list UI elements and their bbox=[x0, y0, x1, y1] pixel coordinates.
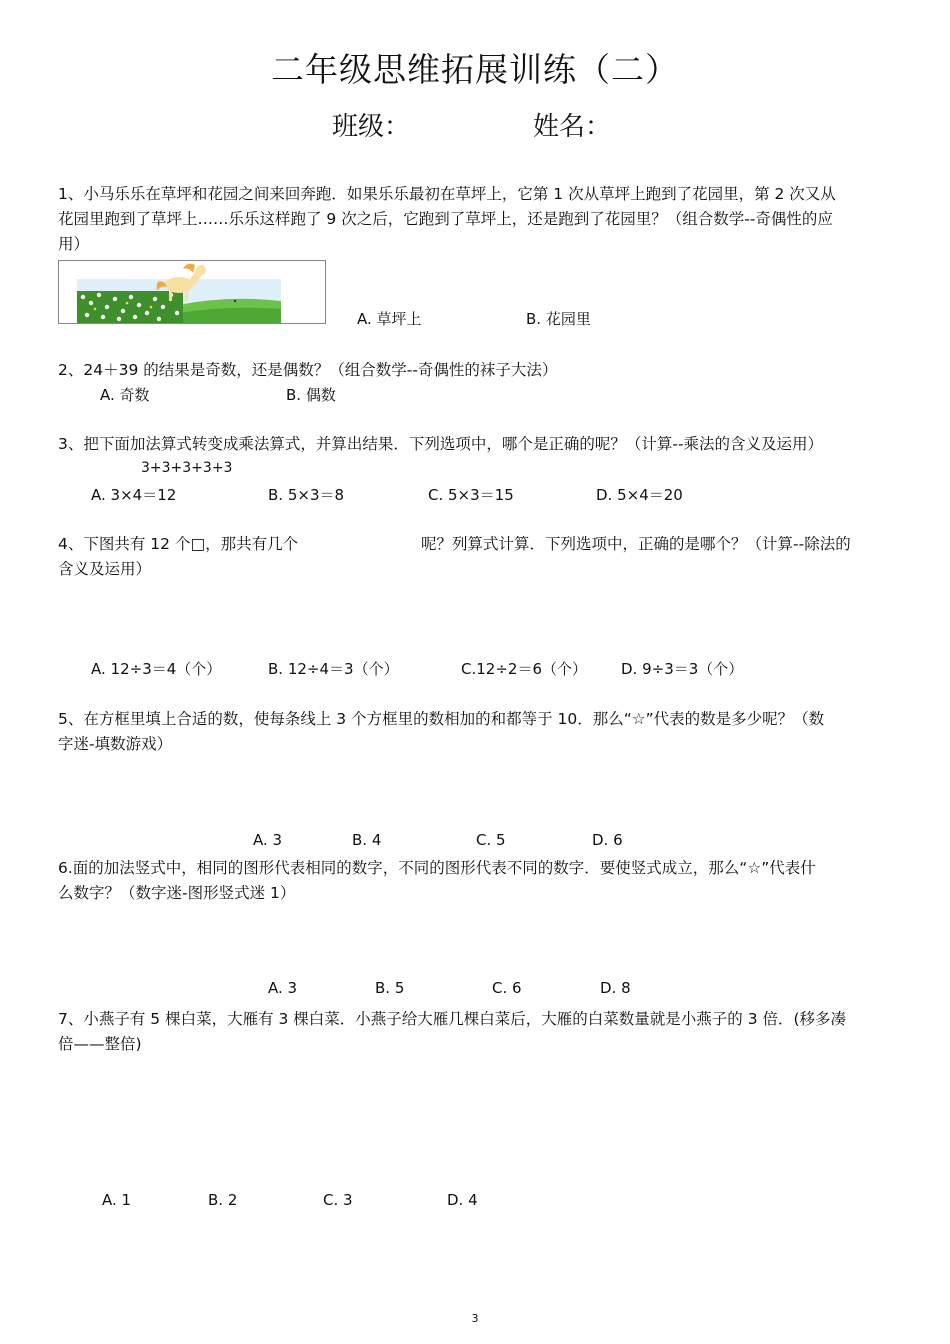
q3-option-a[interactable]: A. 3×4＝12 bbox=[91, 486, 177, 504]
q5-line-1: 5、在方框里填上合适的数，使每条线上 3 个方框里的数相加的和都等于 10．那么“☆”代表的数是多少呢？（数 bbox=[58, 710, 825, 728]
page-title: 二年级思维拓展训练（二） bbox=[271, 50, 679, 89]
q4-line-1b: 呢？列算式计算．下列选项中，正确的是哪个？（计算--除法的 bbox=[421, 535, 851, 553]
q4-option-b[interactable]: B. 12÷4＝3（个） bbox=[268, 660, 399, 678]
q7-line-2: 倍——整倍) bbox=[58, 1035, 142, 1053]
q6-option-a[interactable]: A. 3 bbox=[268, 979, 298, 997]
q1-option-b[interactable]: B. 花园里 bbox=[526, 310, 591, 328]
q7-option-d[interactable]: D. 4 bbox=[447, 1191, 478, 1209]
class-label: 班级： bbox=[332, 112, 411, 142]
q6-option-b[interactable]: B. 5 bbox=[375, 979, 405, 997]
q3-option-b[interactable]: B. 5×3＝8 bbox=[268, 486, 345, 504]
q7-option-a[interactable]: A. 1 bbox=[102, 1191, 132, 1209]
q3-option-d[interactable]: D. 5×4＝20 bbox=[596, 486, 683, 504]
q4-line-2: 含义及运用） bbox=[58, 560, 152, 578]
q7-line-1: 7、小燕子有 5 棵白菜，大雁有 3 棵白菜．小燕子给大雁几棵白菜后，大雁的白菜数量就是小燕子的 3 倍．(移多凑 bbox=[58, 1010, 847, 1028]
q1-line-3: 用） bbox=[58, 235, 90, 253]
q2-option-a[interactable]: A. 奇数 bbox=[100, 386, 150, 404]
pony-garden-illustration bbox=[58, 260, 326, 324]
q6-line-1: 6.面的加法竖式中，相同的图形代表相同的数字，不同的图形代表不同的数字．要使竖式成立，那么“☆”代表什 bbox=[58, 859, 816, 877]
q5-option-d[interactable]: D. 6 bbox=[592, 831, 623, 849]
q6-option-c[interactable]: C. 6 bbox=[492, 979, 522, 997]
q5-option-b[interactable]: B. 4 bbox=[352, 831, 382, 849]
q4-option-c[interactable]: C.12÷2＝6（个） bbox=[461, 660, 587, 678]
q2-option-b[interactable]: B. 偶数 bbox=[286, 386, 336, 404]
q3-option-c[interactable]: C. 5×3＝15 bbox=[428, 486, 514, 504]
q1-line-1: 1、小马乐乐在草坪和花园之间来回奔跑．如果乐乐最初在草坪上，它第 1 次从草坪上跑到了花园里，第 2 次又从 bbox=[58, 185, 836, 203]
q1-option-a[interactable]: A. 草坪上 bbox=[357, 310, 422, 328]
q4-option-d[interactable]: D. 9÷3＝3（个） bbox=[621, 660, 744, 678]
q6-line-2: 么数字？（数字迷-图形竖式迷 1） bbox=[58, 884, 296, 902]
page-number: 3 bbox=[471, 1312, 479, 1325]
q5-line-2: 字迷-填数游戏） bbox=[58, 735, 173, 753]
name-label: 姓名： bbox=[533, 112, 612, 142]
q4-option-a[interactable]: A. 12÷3＝4（个） bbox=[91, 660, 222, 678]
q3-expression: 3+3+3+3+3 bbox=[141, 460, 233, 476]
q6-option-d[interactable]: D. 8 bbox=[600, 979, 631, 997]
q4-line-1a: 4、下图共有 12 个□，那共有几个 bbox=[58, 535, 299, 553]
q5-option-c[interactable]: C. 5 bbox=[476, 831, 506, 849]
q5-option-a[interactable]: A. 3 bbox=[253, 831, 283, 849]
q2-line-1: 2、24＋39 的结果是奇数，还是偶数？（组合数学--奇偶性的袜子大法） bbox=[58, 361, 558, 379]
q7-option-c[interactable]: C. 3 bbox=[323, 1191, 353, 1209]
q7-option-b[interactable]: B. 2 bbox=[208, 1191, 238, 1209]
q3-line-1: 3、把下面加法算式转变成乘法算式，并算出结果．下列选项中，哪个是正确的呢？（计算--乘法的含义及运用） bbox=[58, 435, 824, 453]
q1-line-2: 花园里跑到了草坪上……乐乐这样跑了 9 次之后，它跑到了草坪上，还是跑到了花园里？（组合数学--奇偶性的应 bbox=[58, 210, 833, 228]
